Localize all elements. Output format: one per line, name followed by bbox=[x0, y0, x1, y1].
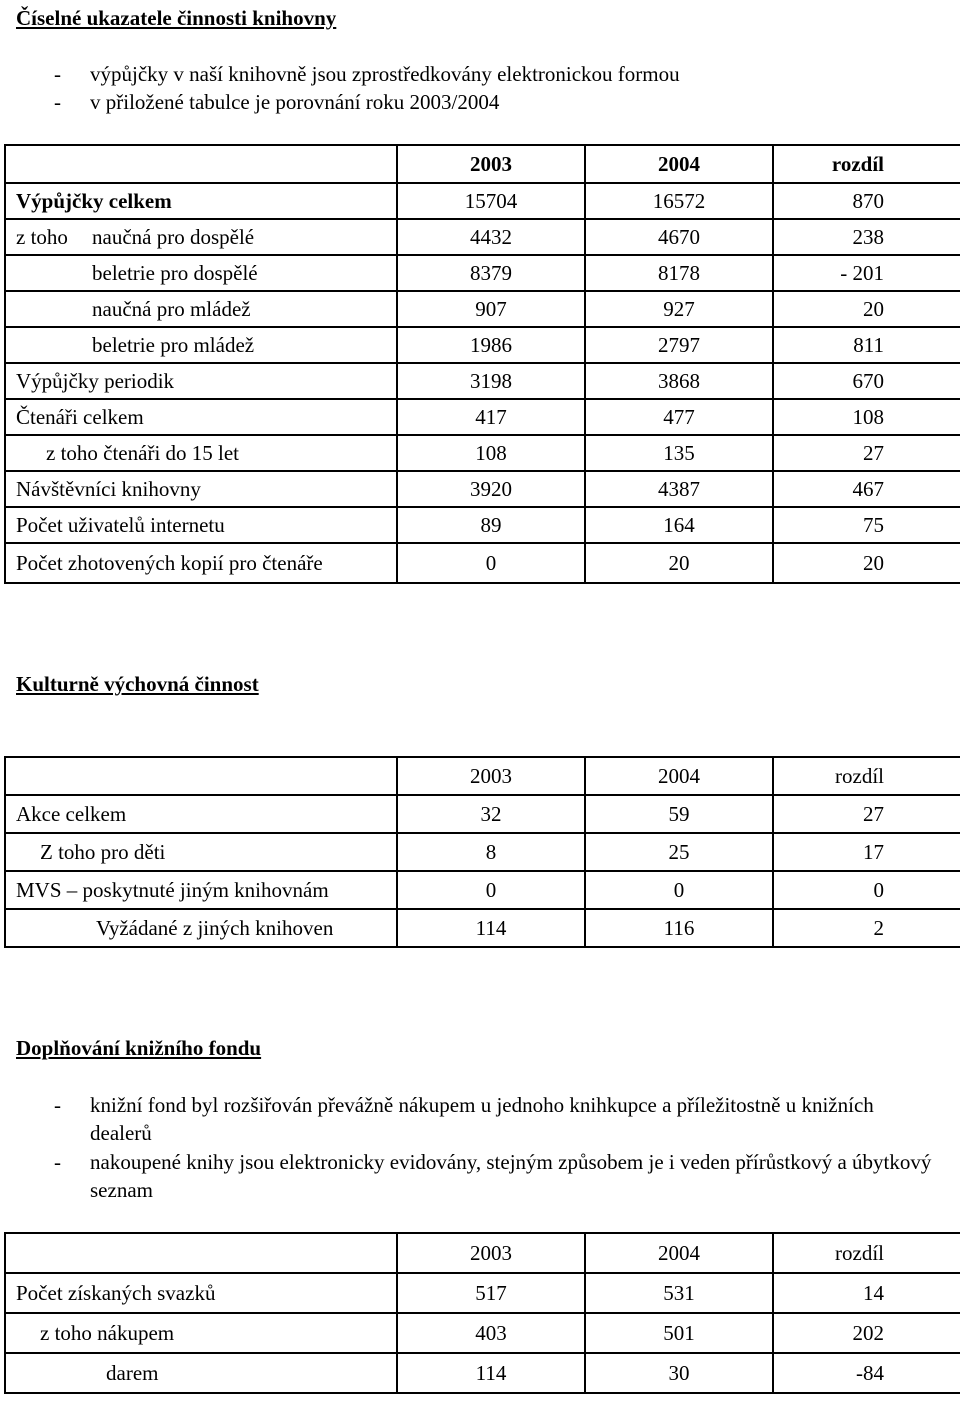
section-title-acquisitions: Doplňování knižního fondu bbox=[16, 1036, 262, 1060]
cell-2004: 135 bbox=[585, 435, 773, 471]
header-year-2003: 2003 bbox=[397, 145, 585, 183]
cell-2004: 25 bbox=[585, 833, 773, 871]
cell-2003: 8379 bbox=[397, 255, 585, 291]
cell-difference: 75 bbox=[773, 507, 960, 543]
row-label: MVS – poskytnuté jiným knihovnám bbox=[5, 871, 397, 909]
header-year-2003: 2003 bbox=[397, 1233, 585, 1273]
table-row bbox=[5, 871, 960, 909]
cell-2003: 3198 bbox=[397, 363, 585, 399]
row-label: Z toho pro děti bbox=[5, 833, 397, 871]
section-title-indicators: Číselné ukazatele činnosti knihovny bbox=[16, 6, 337, 30]
cell-difference: 202 bbox=[773, 1313, 960, 1353]
table-row bbox=[5, 183, 960, 219]
cell-2004: 20 bbox=[585, 543, 773, 583]
row-label: Vyžádané z jiných knihoven bbox=[5, 909, 397, 947]
row-label: beletrie pro mládež bbox=[5, 327, 397, 363]
table-row bbox=[5, 1313, 960, 1353]
cell-2004: 164 bbox=[585, 507, 773, 543]
row-label: Výpůjčky periodik bbox=[5, 363, 397, 399]
bullet-text: výpůjčky v naší knihovně jsou zprostředkovány elektronickou formou bbox=[90, 62, 680, 86]
bullet-item bbox=[54, 1091, 934, 1147]
table-row bbox=[5, 833, 960, 871]
cell-difference: 27 bbox=[773, 435, 960, 471]
bullet-item bbox=[54, 60, 934, 88]
cell-2004: 927 bbox=[585, 291, 773, 327]
cell-difference: -84 bbox=[773, 1353, 960, 1393]
cell-2003: 114 bbox=[397, 1353, 585, 1393]
table-row bbox=[5, 1273, 960, 1313]
table-row bbox=[5, 507, 960, 543]
row-label: Počet uživatelů internetu bbox=[5, 507, 397, 543]
row-label: Počet zhotovených kopií pro čtenáře bbox=[5, 543, 397, 583]
header-difference: rozdíl bbox=[773, 145, 960, 183]
cell-difference: 467 bbox=[773, 471, 960, 507]
row-label: beletrie pro dospělé bbox=[5, 255, 397, 291]
z-toho-label: z toho bbox=[16, 224, 68, 249]
cell-2004: 8178 bbox=[585, 255, 773, 291]
cell-2003: 0 bbox=[397, 871, 585, 909]
cell-difference: 811 bbox=[773, 327, 960, 363]
table-row bbox=[5, 471, 960, 507]
row-label: z toho nákupem bbox=[5, 1313, 397, 1353]
table-row bbox=[5, 255, 960, 291]
cell-difference: 670 bbox=[773, 363, 960, 399]
row-label: Čtenáři celkem bbox=[5, 399, 397, 435]
cell-2004: 59 bbox=[585, 795, 773, 833]
cell-2003: 114 bbox=[397, 909, 585, 947]
cell-2004: 30 bbox=[585, 1353, 773, 1393]
bullet-dash: - bbox=[54, 1150, 61, 1174]
table-row bbox=[5, 795, 960, 833]
cell-difference: 870 bbox=[773, 183, 960, 219]
cell-2003: 907 bbox=[397, 291, 585, 327]
cell-difference: 14 bbox=[773, 1273, 960, 1313]
cell-2003: 32 bbox=[397, 795, 585, 833]
table-header-row bbox=[5, 1233, 960, 1273]
cell-2003: 4432 bbox=[397, 219, 585, 255]
table-header-row bbox=[5, 145, 960, 183]
table-row bbox=[5, 363, 960, 399]
table-row bbox=[5, 543, 960, 583]
cell-2003: 3920 bbox=[397, 471, 585, 507]
cell-2004: 3868 bbox=[585, 363, 773, 399]
header-blank bbox=[5, 1233, 397, 1273]
cell-difference: 17 bbox=[773, 833, 960, 871]
row-label: Návštěvníci knihovny bbox=[5, 471, 397, 507]
cell-difference: 108 bbox=[773, 399, 960, 435]
table-row bbox=[5, 1353, 960, 1393]
header-year-2003: 2003 bbox=[397, 757, 585, 795]
cell-2004: 4670 bbox=[585, 219, 773, 255]
cell-difference: 0 bbox=[773, 871, 960, 909]
row-label: Akce celkem bbox=[5, 795, 397, 833]
header-year-2004: 2004 bbox=[585, 145, 773, 183]
row-label: z toho čtenáři do 15 let bbox=[5, 435, 397, 471]
bullet-dash: - bbox=[54, 1093, 61, 1117]
header-year-2004: 2004 bbox=[585, 1233, 773, 1273]
cell-2004: 116 bbox=[585, 909, 773, 947]
row-label: Počet získaných svazků bbox=[5, 1273, 397, 1313]
table-row bbox=[5, 909, 960, 947]
table-row bbox=[5, 327, 960, 363]
cell-2004: 531 bbox=[585, 1273, 773, 1313]
cell-difference: - 201 bbox=[773, 255, 960, 291]
cell-difference: 2 bbox=[773, 909, 960, 947]
table-header-row bbox=[5, 757, 960, 795]
cell-difference: 20 bbox=[773, 291, 960, 327]
acquisitions-table bbox=[4, 1232, 960, 1394]
row-label: Výpůjčky celkem bbox=[5, 183, 397, 219]
cell-2003: 517 bbox=[397, 1273, 585, 1313]
cell-difference: 238 bbox=[773, 219, 960, 255]
cell-2003: 15704 bbox=[397, 183, 585, 219]
row-label: naučná pro mládež bbox=[5, 291, 397, 327]
bullet-item bbox=[54, 1148, 934, 1204]
bullet-dash: - bbox=[54, 62, 61, 86]
cell-2003: 1986 bbox=[397, 327, 585, 363]
cell-2004: 477 bbox=[585, 399, 773, 435]
bullet-item bbox=[54, 88, 934, 116]
section-title-cultural: Kulturně výchovná činnost bbox=[16, 672, 259, 696]
table-row bbox=[5, 435, 960, 471]
cell-2004: 2797 bbox=[585, 327, 773, 363]
bullet-text: v přiložené tabulce je porovnání roku 2003/2004 bbox=[90, 90, 500, 114]
cell-2003: 89 bbox=[397, 507, 585, 543]
row-label-text: naučná pro dospělé bbox=[92, 224, 255, 249]
header-difference: rozdíl bbox=[773, 757, 960, 795]
bullet-text: nakoupené knihy jsou elektronicky evidovány, stejným způsobem je i veden přírůstkový a úbytkový seznam bbox=[90, 1150, 932, 1202]
cell-2003: 8 bbox=[397, 833, 585, 871]
table-row bbox=[5, 219, 960, 255]
cell-2003: 0 bbox=[397, 543, 585, 583]
cell-2004: 0 bbox=[585, 871, 773, 909]
bullet-dash: - bbox=[54, 90, 61, 114]
header-blank bbox=[5, 145, 397, 183]
row-label bbox=[5, 219, 397, 255]
cell-2004: 4387 bbox=[585, 471, 773, 507]
header-difference: rozdíl bbox=[773, 1233, 960, 1273]
cultural-activity-table bbox=[4, 756, 960, 948]
cell-difference: 27 bbox=[773, 795, 960, 833]
cell-2003: 403 bbox=[397, 1313, 585, 1353]
cell-2004: 501 bbox=[585, 1313, 773, 1353]
cell-2003: 417 bbox=[397, 399, 585, 435]
table-row bbox=[5, 291, 960, 327]
table-row bbox=[5, 399, 960, 435]
row-label: darem bbox=[5, 1353, 397, 1393]
header-year-2004: 2004 bbox=[585, 757, 773, 795]
cell-difference: 20 bbox=[773, 543, 960, 583]
bullet-text: knižní fond byl rozšiřován převážně nákupem u jednoho knihkupce a příležitostně u knižních dealerů bbox=[90, 1093, 874, 1145]
cell-2003: 108 bbox=[397, 435, 585, 471]
header-blank bbox=[5, 757, 397, 795]
cell-2004: 16572 bbox=[585, 183, 773, 219]
indicators-table bbox=[4, 144, 960, 584]
